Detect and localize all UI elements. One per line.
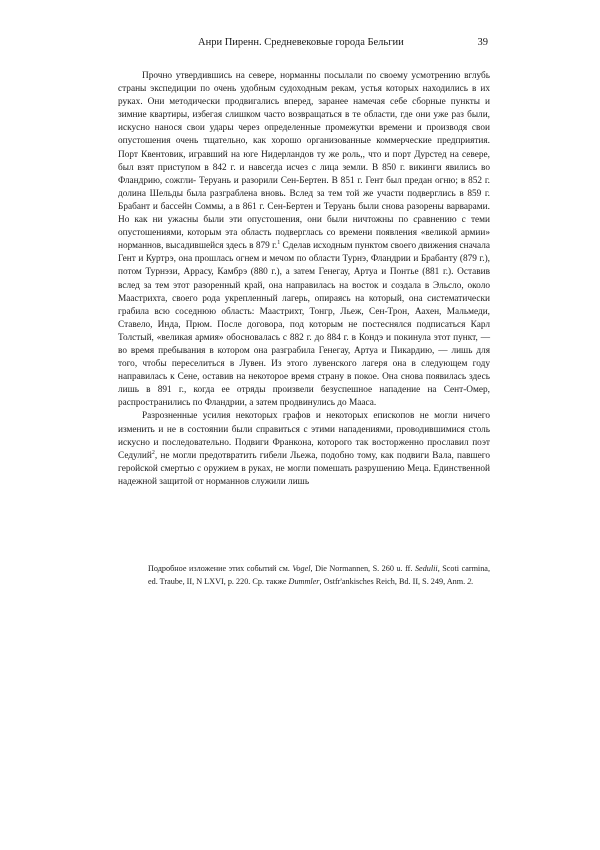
footnote-text: , Die Normannen, S. 260 u. ff. bbox=[310, 564, 415, 573]
body-text bbox=[118, 70, 490, 489]
page-number: 39 bbox=[477, 37, 488, 48]
footnote bbox=[148, 563, 490, 588]
paragraph-text: Прочно утвердившись на севере, норманны посылали по своему усмотрению вглубь страны экспедиции по очень удобным судоходным рекам, устья которых находились в их руках. Они методически продвигались вперед, заранее намечая себе сборные пункты и зимние квартиры, избегая слишком часто возвращаться в те области, где они уже раз были, искусно нанося свои удары через определенные промежутки времени и производя свои опустошения очень тщательно, как хорошо организованные коммерческие предприятия. Порт Квентовик, игравший на юге Нидерландов ту же роль,, что и порт Дурстед на севере, был взят приступом в 842 г. и навсегда исчез с лица земли. В 850 г. викинги явились во Фландрию, сожгли- Теруань и разорили Сен-Бертен. В 851 г. Гент был предан огню; в 852 г. долина Шельды была разграблена вновь. Вслед за тем той же участи подверглись в 859 г. Брабант и бассейн Соммы, а в 861 г. Сен-Бертен и Теруань были снова разорены варварами. Но как ни ужасны были эти опустошения, они были ничтожны по сравнению с теми опустошениями, которым эта область подверглась со времени появления «великой армии» норманнов, высадившейся здесь в 879 г. bbox=[118, 71, 490, 252]
footnote-ref: 1 bbox=[277, 240, 281, 247]
paragraph-text: Сделав исходным пунктом своего движения сначала Гент и Куртрэ, она прошлась огнем и мечом по области Турнэ, Фландрии и Брабанту (879 г.), потом Турнэзи, Аррасу, Камбрэ (880 г.), а затем Генегау, Артуа и Понтье (881 г.). Оставив вслед за тем этот разоренный край, она направилась на восток и создала в Эльсло, около Маастрихта, своего рода укрепленный лагерь, опираясь на который, она систематически грабила всю соседнюю область: Маастрихт, Тонгр, Льеж, Сен-Трон, Аахен, Мальмеди, Ставело, Инда, Прюм. После договора, под которым не постеснялся подписаться Карл Толстый, «великая армия» обосновалась с 882 г. до 884 г. в Кондэ и покинула этот пункт, — во время пребывания в котором она разграбила Генегау, Артуа и Пикардию, — лишь для того, чтобы переселиться в Лувен. Из этого лувенского лагеря она в следующем году направилась к Сене, оставив на некоторое время страну в покое. Она снова появилась здесь лишь в 891 г., когда ее отряды произвели безуспешное нападение на Сент-Омер, распространились по Фландрии, а затем продвинулись до Мааса. bbox=[118, 241, 491, 409]
running-header bbox=[148, 36, 488, 50]
footnote-text: 2. bbox=[467, 576, 474, 586]
footnote-author: Vogel bbox=[292, 564, 311, 573]
running-title: Анри Пиренн. Средневековые города Бельгии bbox=[198, 37, 404, 48]
footnote-text: , Scoti carmina, ed. Traube, II, N LXVI, p. 220. Ср. также bbox=[148, 564, 490, 586]
footnote-author: Dummler bbox=[288, 576, 320, 586]
paragraph bbox=[118, 70, 490, 410]
footnote-author: Sedulii bbox=[414, 564, 438, 573]
paragraph-text: Разрозненные усилия некоторых графов и некоторых епископов не могли ничего изменить и не в состоянии были справиться с этими нападениями, проводившимися столь искусно и последовательно. Подвиги Франкона, которого так восторженно прославил поэт Седулий bbox=[118, 411, 490, 461]
footnote-text: , Ostfr'ankisches Reich, Bd. II, S. 249, Anm. bbox=[319, 576, 468, 586]
paragraph bbox=[118, 410, 490, 489]
footnote-ref: 2 bbox=[151, 449, 155, 456]
footnote-text: Подробное изложение этих событий см. bbox=[148, 564, 293, 573]
paragraph-text: , не могли предотвратить гибели Льежа, подобно тому, как подвиги Вала, павшего геройской смертью с оружием в руках, не могли помешать разрушению Меца. Единственной надежной защитой от норманнов служили лишь bbox=[118, 450, 490, 487]
